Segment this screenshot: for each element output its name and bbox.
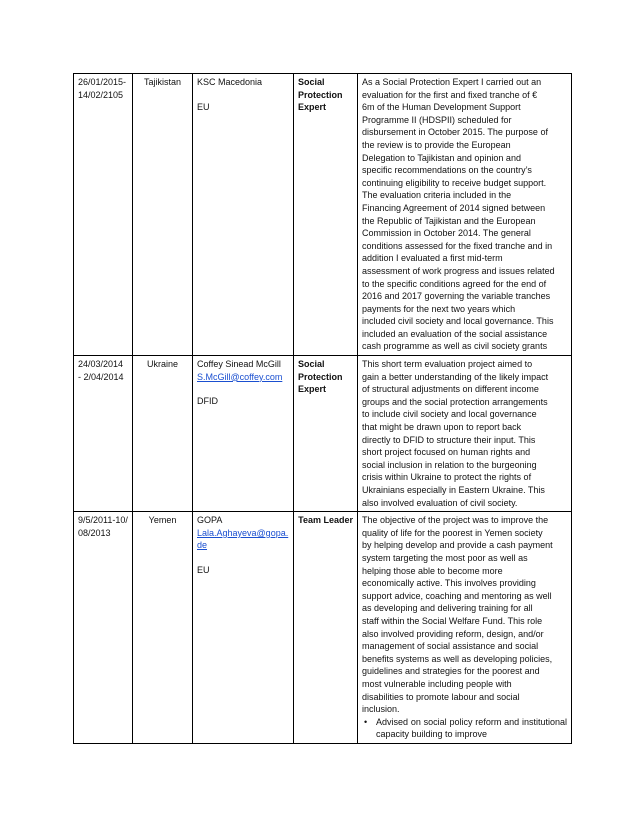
description-line: by helping develop and provide a cash payment (362, 540, 553, 551)
description-cell (358, 74, 572, 356)
description-cell (358, 356, 572, 512)
date-cell: 24/03/2014 - 2/04/2014 (74, 356, 133, 512)
bullet-icon: • (364, 716, 368, 727)
spacer (197, 89, 289, 101)
description-line: to the specific conditions agreed for the end of (362, 278, 547, 289)
description-line: gain a better understanding of the likely impact (362, 371, 549, 382)
description-line: assessment of work progress and issues related (362, 265, 555, 276)
description-line: directly to DFID to structure their input. This (362, 434, 536, 445)
description-line: specific recommendations on the country’s (362, 165, 532, 176)
client-name: GOPA (197, 515, 223, 526)
description-line: support advice, coaching and mentoring as well (362, 590, 552, 601)
description-line: as developing and delivering training for all (362, 603, 533, 614)
description-line: quality of life for the poorest in Yemen society (362, 527, 543, 538)
country-cell: Yemen (133, 512, 193, 744)
description-line: Delegation to Tajikistan and opinion and (362, 152, 521, 163)
client-funder: EU (197, 564, 210, 575)
description-line: disbursement in October 2015. The purpose of (362, 127, 548, 138)
description-line: short project focused on human rights and (362, 447, 531, 458)
description-line: management of social assistance and social (362, 641, 539, 652)
client-name: KSC Macedonia (197, 77, 263, 87)
role-cell: Social Protection Expert (294, 356, 358, 512)
description-line: included an evaluation of the social assistance (362, 328, 548, 339)
description-line: Commission in October 2014. The general (362, 228, 531, 239)
description-line: As a Social Protection Expert I carried out an (362, 77, 542, 87)
description-line: also involved evaluation of civil society. (362, 497, 518, 508)
table-row (74, 74, 572, 356)
description-line: inclusion. (362, 704, 400, 715)
client-funder: DFID (197, 396, 218, 407)
description-line: also involved providing reform, design, and/or (362, 628, 544, 639)
description-line: economically active. This involves providing (362, 578, 536, 589)
description-line: staff within the Social Welfare Fund. This role (362, 615, 543, 626)
date-cell: 26/01/2015-14/02/2105 (74, 74, 133, 356)
description-line: This short term evaluation project aimed to (362, 359, 533, 370)
country-cell: Ukraine (133, 356, 193, 512)
description-line: that might be drawn upon to report back (362, 422, 522, 433)
description-line: Financing Agreement of 2014 signed between (362, 202, 546, 213)
description-line: benefits systems as well as developing policies, (362, 653, 553, 664)
description-line: 6m of the Human Development Support (362, 102, 521, 113)
client-cell (193, 356, 294, 512)
role-cell: Team Leader (294, 512, 358, 744)
description-line: to include civil society and local governance (362, 409, 537, 420)
description-line: The evaluation criteria included in the (362, 190, 512, 201)
description-line: Ukrainians especially in Eastern Ukraine. This (362, 485, 545, 495)
client-cell (193, 74, 294, 356)
description-line: groups and the social protection arrangements (362, 396, 548, 407)
bullet-text: Advised on social policy reform and institutional capacity building to improve (376, 716, 567, 740)
spacer (197, 383, 289, 395)
description-line: included civil society and local governance. This (362, 316, 554, 327)
description-line: 2016 and 2017 governing the variable tranches (362, 291, 551, 302)
table-row (74, 356, 572, 512)
description-line: guidelines and strategies for the poorest and (362, 666, 540, 677)
description-line: cash programme as well as civil society grants (362, 341, 548, 352)
description-line: evaluation for the first and fixed tranche of € (362, 89, 538, 100)
description-line: Programme II (HDSPII) scheduled for (362, 114, 512, 125)
spacer (197, 552, 289, 564)
client-email-link[interactable]: S.McGill@coffey.com (197, 371, 283, 382)
country-cell: Tajikistan (133, 74, 193, 356)
description-line: the Republic of Tajikistan and the European (362, 215, 536, 226)
description-line: social inclusion in relation to the burgeoning (362, 459, 537, 470)
client-cell (193, 512, 294, 744)
description-line: helping those able to become more (362, 565, 503, 576)
description-line: the review is to provide the European (362, 139, 511, 150)
description-line: payments for the next two years which (362, 303, 516, 314)
experience-table (73, 73, 572, 744)
description-line: conditions assessed for the fixed tranche and in (362, 240, 553, 251)
description-cell (358, 512, 572, 744)
table-row (74, 512, 572, 744)
client-name: Coffey Sinead McGill (197, 359, 281, 370)
description-line: continuing eligibility to receive budget support. (362, 177, 547, 188)
description-line: system targeting the most poor as well as (362, 552, 528, 563)
client-email-link[interactable]: Lala.Aghayeva@gopa.de (197, 527, 289, 551)
description-line: of structural adjustments on different income (362, 384, 539, 395)
role-cell: Social Protection Expert (294, 74, 358, 356)
bullet-item (362, 716, 567, 741)
date-cell: 9/5/2011-10/08/2013 (74, 512, 133, 744)
description-line: most vulnerable including people with (362, 678, 512, 689)
description-line: crisis within Ukraine to protect the rights of (362, 472, 532, 483)
client-funder: EU (197, 101, 210, 112)
experience-table-body (74, 74, 572, 744)
description-line: The objective of the project was to improve the (362, 515, 549, 526)
description-line: disabilities to promote labour and social (362, 691, 520, 702)
description-line: addition I evaluated a first mid-term (362, 253, 503, 264)
